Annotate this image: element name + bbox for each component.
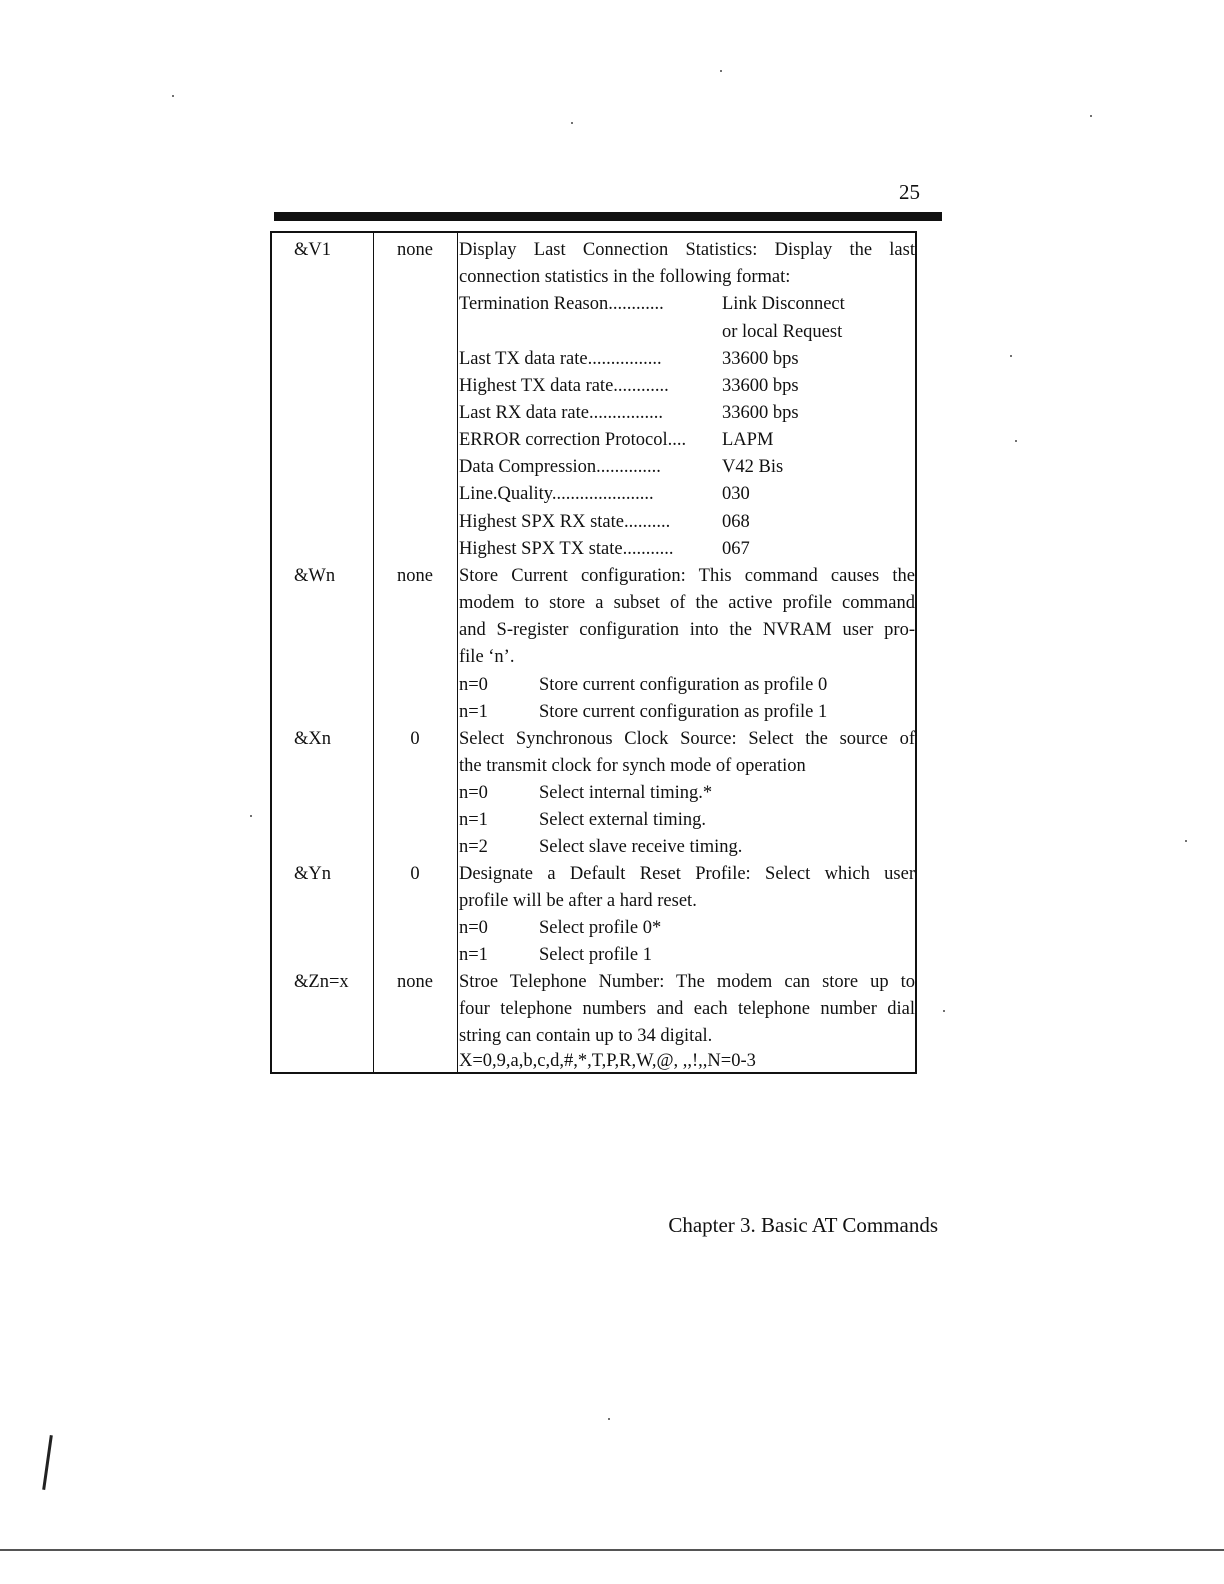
stat-value: 33600 bps	[722, 376, 799, 396]
description-line: the transmit clock for synch mode of operation	[459, 756, 806, 776]
command-cell: &Yn	[294, 864, 331, 884]
description-line: Store Current configuration: This command causes the	[459, 566, 915, 586]
stat-value: 33600 bps	[722, 403, 799, 423]
scan-speck	[1010, 355, 1012, 357]
description-line: string can contain up to 34 digital.	[459, 1026, 713, 1046]
option-value: n=0	[459, 918, 488, 938]
option-value: n=1	[459, 702, 488, 722]
column-divider	[457, 233, 458, 1072]
page-number: 25	[899, 180, 920, 204]
stat-label: ERROR correction Protocol....	[459, 430, 687, 450]
description-line: and S-register configuration into the NVRAM user pro-	[459, 620, 915, 640]
parameter-cell: 0	[410, 729, 420, 749]
stat-value: V42 Bis	[722, 457, 784, 477]
scan-speck	[1090, 115, 1092, 117]
description-line: Stroe Telephone Number: The modem can store up to	[459, 972, 915, 992]
column-divider	[373, 233, 374, 1072]
parameter-cell: none	[397, 566, 433, 586]
description-line: profile will be after a hard reset.	[459, 891, 697, 911]
option-value: n=1	[459, 945, 488, 965]
stat-value: or local Request	[722, 322, 843, 342]
stat-value: Link Disconnect	[722, 294, 845, 314]
stat-label: Highest SPX TX state...........	[459, 539, 674, 559]
stat-value: 030	[722, 484, 750, 504]
stat-label: Highest SPX RX state..........	[459, 512, 671, 532]
stat-value: 068	[722, 512, 750, 532]
stat-label: Highest TX data rate............	[459, 376, 669, 396]
description-line: modem to store a subset of the active profile command	[459, 593, 915, 613]
stat-value: LAPM	[722, 430, 774, 450]
option-value: n=0	[459, 783, 488, 803]
description-line: Designate a Default Reset Profile: Select which user	[459, 864, 915, 884]
stat-value: 067	[722, 539, 750, 559]
option-text: Select internal timing.*	[539, 783, 713, 803]
stat-label: Termination Reason............	[459, 294, 664, 314]
chapter-footer: Chapter 3. Basic AT Commands	[668, 1213, 938, 1237]
command-cell: &V1	[294, 240, 331, 260]
scan-speck	[943, 1010, 945, 1012]
parameter-cell: none	[397, 972, 433, 992]
pen-mark	[42, 1435, 53, 1490]
command-cell: &Zn=x	[294, 972, 349, 992]
scan-speck	[608, 1418, 610, 1420]
option-value: n=1	[459, 810, 488, 830]
option-value: n=0	[459, 675, 488, 695]
parameter-cell: none	[397, 240, 433, 260]
command-cell: &Xn	[294, 729, 331, 749]
scan-speck	[1185, 840, 1187, 842]
stat-label: Line.Quality......................	[459, 484, 654, 504]
stat-label: Last TX data rate................	[459, 349, 662, 369]
parameter-cell: 0	[410, 864, 420, 884]
option-value: n=2	[459, 837, 488, 857]
at-command-table	[270, 231, 917, 1074]
stat-value: 33600 bps	[722, 349, 799, 369]
description-line: Select Synchronous Clock Source: Select the source of	[459, 729, 915, 749]
scan-speck	[1015, 440, 1017, 442]
scan-edge-line	[0, 1549, 1224, 1551]
option-text: Select profile 0*	[539, 918, 662, 938]
stat-label: Last RX data rate................	[459, 403, 663, 423]
option-text: Store current configuration as profile 1	[539, 702, 828, 722]
description-line: X=0,9,a,b,c,d,#,*,T,P,R,W,@, ,,!,,N=0-3	[459, 1051, 756, 1071]
description-line: four telephone numbers and each telephone number dial	[459, 999, 915, 1019]
description-line: file ‘n’.	[459, 647, 515, 667]
scan-speck	[250, 815, 252, 817]
description-line: Display Last Connection Statistics: Display the last	[459, 240, 915, 260]
scan-speck	[571, 122, 573, 124]
option-text: Select external timing.	[539, 810, 706, 830]
option-text: Select slave receive timing.	[539, 837, 743, 857]
command-cell: &Wn	[294, 566, 336, 586]
header-rule	[274, 212, 942, 221]
option-text: Store current configuration as profile 0	[539, 675, 828, 695]
option-text: Select profile 1	[539, 945, 653, 965]
scan-speck	[720, 70, 722, 72]
scan-speck	[172, 95, 174, 97]
stat-label: Data Compression..............	[459, 457, 661, 477]
description-line: connection statistics in the following format:	[459, 267, 791, 287]
